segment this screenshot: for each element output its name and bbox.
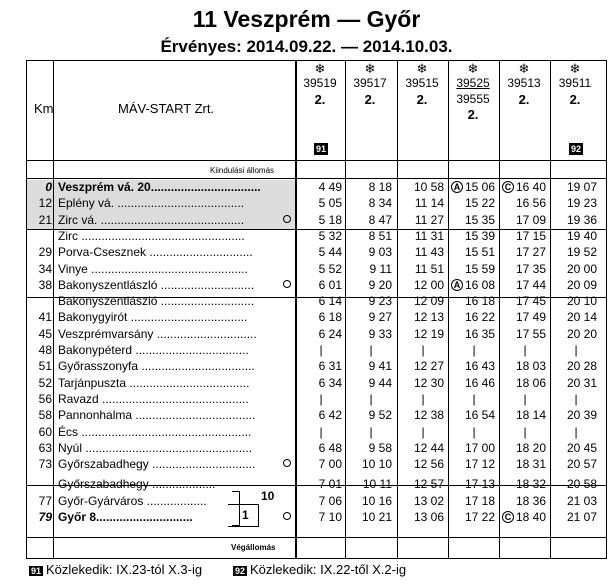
row-time: 17 35 bbox=[515, 261, 546, 276]
row-time: 11 51 bbox=[414, 261, 444, 276]
row-time: 18 40 bbox=[515, 510, 546, 524]
bracket-label-1: 1 bbox=[242, 508, 249, 522]
train-number: 39525 bbox=[456, 76, 490, 90]
row-time: | bbox=[369, 424, 373, 439]
row-station: Eplény vá. ...................................... bbox=[58, 196, 245, 211]
end-divider bbox=[26, 537, 607, 538]
train-number: 39511 bbox=[558, 76, 592, 90]
row-station: Győr 8............................. bbox=[58, 510, 193, 524]
row-time: 16 35 bbox=[464, 326, 495, 341]
row-km: 21 bbox=[38, 212, 52, 227]
row-time: 12 09 bbox=[413, 294, 444, 309]
row-time: 5 32 bbox=[318, 228, 342, 243]
row-time: 17 12 bbox=[464, 457, 495, 472]
row-time: 17 18 bbox=[464, 493, 495, 508]
note-badge: 92 bbox=[570, 144, 581, 154]
row-time: 6 18 bbox=[318, 310, 342, 325]
row-time: 17 15 bbox=[515, 228, 546, 243]
row-station: Veszprém vá. 20................................. bbox=[58, 180, 261, 194]
row-km: 0 bbox=[45, 180, 52, 194]
row-km: 63 bbox=[38, 440, 52, 455]
snowflake-icon: ❄ bbox=[314, 61, 326, 76]
row-time: | bbox=[421, 343, 425, 357]
row-station: Pannonhalma .................................... bbox=[58, 408, 256, 423]
row-time: | bbox=[421, 424, 425, 439]
row-km: 73 bbox=[38, 457, 52, 472]
train-class: 2. bbox=[467, 107, 479, 122]
row-km: 52 bbox=[38, 375, 52, 390]
stop-circle-icon bbox=[283, 512, 291, 520]
train-class: 2. bbox=[364, 92, 376, 107]
row-time: 7 00 bbox=[318, 457, 342, 472]
row-time: 18 14 bbox=[515, 408, 546, 423]
row-time: 9 11 bbox=[369, 261, 392, 276]
row-time: 12 00 bbox=[413, 277, 444, 292]
row-time: 6 34 bbox=[318, 375, 342, 390]
stop-circle-icon bbox=[283, 459, 291, 467]
row-time: 17 22 bbox=[464, 510, 495, 524]
row-time: 8 47 bbox=[368, 212, 392, 227]
table-row bbox=[0, 245, 613, 260]
row-km: 60 bbox=[38, 424, 52, 439]
table-row bbox=[0, 213, 613, 228]
km-header: Km bbox=[34, 101, 54, 116]
row-station: Bakonypéterd .................................. bbox=[58, 343, 249, 357]
row-time: 19 36 bbox=[566, 212, 597, 227]
row-station: Tarjánpuszta .................................... bbox=[58, 375, 250, 390]
row-time: 7 01 bbox=[318, 477, 342, 492]
row-time: 10 58 bbox=[413, 180, 444, 194]
row-time: | bbox=[421, 391, 425, 406]
row-time: 18 06 bbox=[515, 375, 546, 390]
start-station-label: Kiindulási állomás bbox=[210, 166, 275, 175]
table-row bbox=[0, 477, 613, 492]
row-station: Porva-Csesznek ............................... bbox=[58, 245, 253, 260]
row-station: Zirc vá. ........................................... bbox=[58, 212, 245, 227]
row-station: Bakonyszentlászló ............................ bbox=[58, 294, 255, 309]
note-badge: 91 bbox=[315, 144, 326, 154]
train-class: 2. bbox=[416, 92, 428, 107]
row-time: 8 34 bbox=[368, 196, 392, 211]
row-time: 6 14 bbox=[318, 294, 342, 309]
row-time: | bbox=[523, 343, 527, 357]
row-time: 20 57 bbox=[566, 457, 597, 472]
bracket-label-10: 10 bbox=[261, 489, 275, 503]
row-time: | bbox=[574, 343, 578, 357]
row-station: Győr-Gyárváros .................. bbox=[58, 493, 207, 508]
row-time: 11 14 bbox=[414, 196, 444, 211]
row-time: | bbox=[574, 424, 578, 439]
row-station: Nyúl .................................................. bbox=[58, 440, 253, 455]
row-time: 16 56 bbox=[515, 196, 546, 211]
row-station: Bakonyszentlászló ............................ bbox=[58, 277, 255, 292]
row-km: 77 bbox=[38, 493, 52, 508]
row-time: 9 52 bbox=[368, 408, 392, 423]
row-time: 9 23 bbox=[368, 294, 392, 309]
row-time: | bbox=[369, 343, 373, 357]
row-time: 12 44 bbox=[413, 440, 444, 455]
row-time: 16 22 bbox=[464, 310, 495, 325]
row-time: 10 10 bbox=[361, 457, 392, 472]
row-time: | bbox=[472, 424, 476, 439]
row-time: 9 03 bbox=[368, 245, 392, 260]
row-time: 9 58 bbox=[368, 440, 392, 455]
row-time: 7 10 bbox=[318, 510, 342, 524]
row-time: 17 09 bbox=[515, 212, 546, 227]
row-km: 12 bbox=[38, 196, 52, 211]
row-time: 20 39 bbox=[566, 408, 597, 423]
snowflake-icon: ❄ bbox=[569, 61, 581, 76]
stop-circle-icon bbox=[283, 215, 291, 223]
row-km: 34 bbox=[38, 261, 52, 276]
table-row bbox=[0, 229, 613, 244]
table-row bbox=[0, 425, 613, 440]
row-time: 6 01 bbox=[318, 277, 342, 292]
row-time: 9 44 bbox=[368, 375, 392, 390]
validity-subtitle: Érvényes: 2014.09.22. — 2014.10.03. bbox=[160, 37, 453, 56]
table-row bbox=[0, 310, 613, 325]
bracket-outer bbox=[239, 491, 240, 525]
row-time: 13 02 bbox=[413, 493, 444, 508]
row-time: 21 07 bbox=[566, 510, 597, 524]
row-time: 20 20 bbox=[566, 326, 597, 341]
row-time: 17 45 bbox=[515, 294, 546, 309]
row-time: 6 42 bbox=[318, 408, 342, 423]
row-time: 18 36 bbox=[515, 493, 546, 508]
row-time: 16 40 bbox=[515, 180, 546, 194]
row-station: Győrszabadhegy ............................... bbox=[58, 457, 256, 472]
note-marker-icon: A bbox=[451, 181, 463, 193]
row-time: 12 19 bbox=[413, 326, 444, 341]
snowflake-icon: ❄ bbox=[416, 61, 428, 76]
row-time: 4 49 bbox=[318, 180, 342, 194]
snowflake-icon: ❄ bbox=[518, 61, 530, 76]
row-km: 45 bbox=[38, 326, 52, 341]
table-row bbox=[0, 494, 613, 509]
header-divider bbox=[26, 160, 607, 161]
row-time: 20 09 bbox=[566, 277, 597, 292]
row-time: 21 03 bbox=[566, 493, 597, 508]
row-time: 15 39 bbox=[464, 228, 495, 243]
row-time: 9 33 bbox=[368, 326, 392, 341]
row-time: 18 31 bbox=[515, 457, 546, 472]
train-class: 2. bbox=[569, 92, 581, 107]
row-time: 13 06 bbox=[413, 510, 444, 524]
row-time: 16 18 bbox=[464, 294, 495, 309]
row-time: 11 43 bbox=[414, 245, 444, 260]
snowflake-icon: ❄ bbox=[364, 61, 376, 76]
row-time: 18 03 bbox=[515, 359, 546, 374]
row-time: 10 21 bbox=[361, 510, 392, 524]
row-time: 15 51 bbox=[464, 245, 495, 260]
row-time: 16 46 bbox=[464, 375, 495, 390]
train-number-alt: 39555 bbox=[456, 92, 490, 106]
row-time: 17 00 bbox=[464, 440, 495, 455]
note-marker-icon: C bbox=[502, 181, 514, 193]
row-km: 79 bbox=[38, 510, 52, 524]
table-row bbox=[0, 359, 613, 374]
table-row bbox=[0, 510, 613, 525]
row-km: 58 bbox=[38, 408, 52, 423]
note-marker-icon: A bbox=[451, 279, 463, 291]
row-time: 5 44 bbox=[318, 245, 342, 260]
row-time: 18 20 bbox=[515, 440, 546, 455]
row-station: Győrszabadhegy ................... bbox=[58, 477, 216, 492]
row-time: 12 27 bbox=[413, 359, 444, 374]
row-station: Zirc ................................................. bbox=[58, 228, 245, 243]
row-time: 9 41 bbox=[368, 359, 392, 374]
row-time: 17 49 bbox=[515, 310, 546, 325]
table-row bbox=[0, 180, 613, 195]
table-row bbox=[0, 441, 613, 456]
row-time: 20 00 bbox=[566, 261, 597, 276]
table-row bbox=[0, 262, 613, 277]
row-time: 12 56 bbox=[413, 457, 444, 472]
row-time: 7 06 bbox=[318, 493, 342, 508]
row-time: 9 20 bbox=[368, 277, 392, 292]
row-time: | bbox=[523, 391, 527, 406]
row-time: 20 14 bbox=[566, 310, 597, 325]
row-km: 38 bbox=[38, 277, 52, 292]
row-time: 6 31 bbox=[318, 359, 342, 374]
train-class: 2. bbox=[518, 92, 530, 107]
table-row bbox=[0, 343, 613, 358]
start-divider bbox=[26, 178, 607, 179]
row-station: Győrasszonyfa .................................. bbox=[58, 359, 255, 374]
row-time: 20 10 bbox=[566, 294, 597, 309]
train-number: 39513 bbox=[507, 76, 541, 90]
table-row bbox=[0, 457, 613, 472]
row-time: 5 05 bbox=[318, 196, 342, 211]
row-time: 9 27 bbox=[368, 310, 392, 325]
table-row bbox=[0, 376, 613, 391]
row-time: 8 51 bbox=[368, 228, 392, 243]
row-time: 15 06 bbox=[464, 180, 495, 194]
row-time: 15 59 bbox=[464, 261, 495, 276]
row-time: | bbox=[574, 391, 578, 406]
row-time: | bbox=[523, 424, 527, 439]
table-row bbox=[0, 408, 613, 423]
row-time: | bbox=[319, 343, 323, 357]
row-km: 56 bbox=[38, 391, 52, 406]
row-time: | bbox=[319, 424, 323, 439]
row-time: 5 52 bbox=[318, 261, 342, 276]
footnote-91: 91 Közlekedik: IX.23-tól X.3-ig bbox=[31, 562, 203, 577]
row-time: 6 24 bbox=[318, 326, 342, 341]
row-time: 19 07 bbox=[566, 180, 597, 194]
row-km: 48 bbox=[38, 343, 52, 357]
row-time: 17 13 bbox=[464, 477, 495, 492]
row-station: Vinye ............................................... bbox=[58, 261, 248, 276]
row-time: 11 31 bbox=[414, 228, 444, 243]
row-km: 41 bbox=[38, 310, 52, 325]
row-time: 5 18 bbox=[318, 212, 342, 227]
note-marker-icon: C bbox=[502, 511, 514, 523]
row-time: 16 08 bbox=[464, 277, 495, 292]
train-number: 39515 bbox=[405, 76, 439, 90]
table-row bbox=[0, 196, 613, 211]
row-time: 12 30 bbox=[413, 375, 444, 390]
operator-header: MÁV-START Zrt. bbox=[118, 101, 215, 116]
end-station-label: Végállomás bbox=[231, 543, 276, 552]
train-class: 2. bbox=[314, 92, 326, 107]
row-station: Écs ................................................... bbox=[58, 424, 252, 439]
row-time: 16 54 bbox=[464, 408, 495, 423]
row-time: 19 23 bbox=[566, 196, 597, 211]
row-time: 19 52 bbox=[566, 245, 597, 260]
row-time: 8 18 bbox=[368, 180, 392, 194]
row-station: Veszprémvarsány .............................. bbox=[58, 326, 257, 341]
row-time: 16 43 bbox=[464, 359, 495, 374]
footnote-92: 92 Közlekedik: IX.22-től X.2-ig bbox=[235, 562, 407, 577]
row-time: 20 45 bbox=[566, 440, 597, 455]
row-time: 12 38 bbox=[413, 408, 444, 423]
page-title: 11 Veszprém — Győr bbox=[192, 6, 421, 32]
row-time: 18 32 bbox=[515, 477, 546, 492]
train-number: 39519 bbox=[303, 76, 337, 90]
row-time: | bbox=[472, 343, 476, 357]
row-time: 6 48 bbox=[318, 440, 342, 455]
stop-circle-icon bbox=[283, 280, 291, 288]
row-time: 10 11 bbox=[362, 477, 392, 492]
row-time: 20 28 bbox=[566, 359, 597, 374]
snowflake-icon: ❄ bbox=[467, 61, 479, 76]
row-time: | bbox=[319, 391, 323, 406]
row-km: 51 bbox=[38, 359, 52, 374]
table-row bbox=[0, 327, 613, 342]
row-time: 19 40 bbox=[566, 228, 597, 243]
row-station: Ravazd ............................................ bbox=[58, 391, 249, 406]
table-row bbox=[0, 294, 613, 309]
bracket-inner bbox=[258, 504, 259, 526]
row-time: 20 31 bbox=[566, 375, 597, 390]
row-time: | bbox=[369, 391, 373, 406]
table-row bbox=[0, 392, 613, 407]
row-time: 10 16 bbox=[361, 493, 392, 508]
row-km: 29 bbox=[38, 245, 52, 260]
row-time: | bbox=[472, 391, 476, 406]
table-row bbox=[0, 278, 613, 293]
row-station: Bakonygyirót ................................... bbox=[58, 310, 248, 325]
train-number: 39517 bbox=[353, 76, 387, 90]
row-time: 17 27 bbox=[515, 245, 546, 260]
row-time: 11 27 bbox=[414, 212, 444, 227]
row-time: 20 58 bbox=[566, 477, 597, 492]
row-time: 15 22 bbox=[464, 196, 495, 211]
row-time: 17 55 bbox=[515, 326, 546, 341]
row-time: 15 35 bbox=[464, 212, 495, 227]
row-time: 12 57 bbox=[413, 477, 444, 492]
row-time: 17 44 bbox=[515, 277, 546, 292]
row-time: 12 13 bbox=[413, 310, 444, 325]
